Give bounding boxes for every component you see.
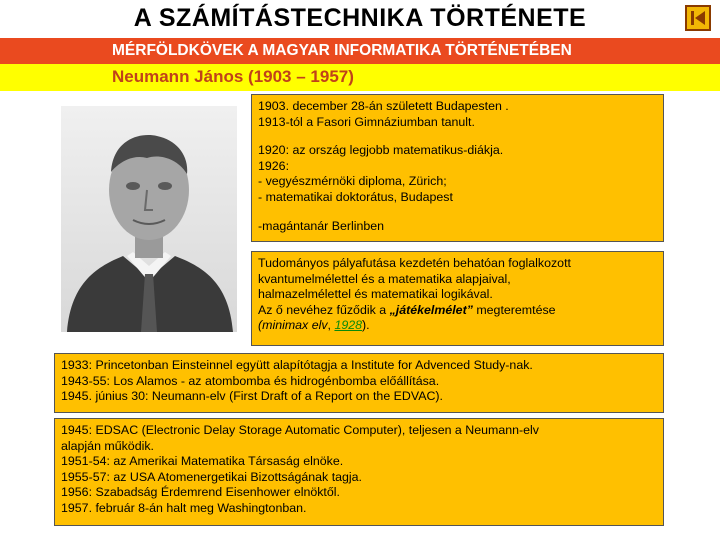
text-line: alapján működik.: [61, 438, 154, 453]
text-line: 1943-55: Los Alamos - az atombomba és hidrogénbomba előállítása.: [61, 373, 440, 388]
text-line: - vegyészmérnöki diploma, Zürich;: [258, 174, 447, 189]
game-theory-term: „játékelmélet”: [389, 302, 473, 317]
text-line: Tudományos pályafutása kezdetén behatóan foglalkozott: [258, 256, 571, 270]
princeton-box: [54, 353, 664, 413]
text-line: 1933: Princetonban Einsteinnel együtt alapítótagja a Institute for Advenced Study-nak.: [61, 358, 533, 372]
first-slide-button[interactable]: [685, 5, 711, 31]
text-line: kvantumelmélettel és a matematika alapjaival,: [258, 271, 511, 286]
text-line: 1945. június 30: Neumann-elv (First Draft of a Report on the EDVAC).: [61, 389, 443, 404]
person-heading: Neumann János (1903 – 1957): [112, 67, 354, 86]
later-life-box: [54, 418, 664, 526]
text-line: 1957. február 8-án halt meg Washingtonban.: [61, 500, 307, 515]
page-title: A SZÁMÍTÁSTECHNIKA TÖRTÉNETE: [133, 4, 587, 32]
subtitle-band: [0, 38, 720, 64]
minimax-term: (minimax elv: [258, 318, 328, 333]
back-to-start-icon: [687, 7, 709, 29]
subtitle: MÉRFÖLDKÖVEK A MAGYAR INFORMATIKA TÖRTÉNETÉBEN: [112, 42, 572, 59]
text-line: 1955-57: az USA Atomenergetikai Bizottságának tagja.: [61, 469, 363, 484]
text-line: 1926:: [258, 158, 290, 173]
portrait-photo: [61, 106, 237, 332]
text-line: 1951-54: az Amerikai Matematika Társaság elnöke.: [61, 454, 344, 469]
text-line: 1903. december 28-án született Budapesten .: [258, 99, 509, 113]
early-life-box: [251, 94, 664, 242]
year-1928-link[interactable]: 1928: [334, 318, 363, 333]
text-line: -magántanár Berlinben: [258, 218, 385, 233]
text-segment: ).: [362, 318, 370, 333]
scientific-career-box: [251, 251, 664, 346]
text-segment: Az ő nevéhez fűződik a: [258, 302, 390, 317]
text-line: 1945: EDSAC (Electronic Delay Storage Automatic Computer), teljesen a Neumann-elv: [61, 423, 539, 437]
text-line: 1920: az ország legjobb matematikus-diákja.: [258, 143, 504, 158]
text-segment: ,: [327, 318, 335, 333]
text-line: [258, 303, 657, 319]
text-line: - matematikai doktorátus, Budapest: [258, 189, 453, 204]
text-line: 1913-tól a Fasori Gimnáziumban tanult.: [258, 114, 475, 129]
text-line: halmazelmélettel és matematikai logikával.: [258, 287, 493, 302]
text-line: 1956: Szabadság Érdemrend Eisenhower elnöktől.: [61, 485, 340, 500]
text-line: [258, 318, 657, 334]
text-segment: megteremtése: [472, 302, 556, 317]
person-band: [0, 64, 720, 91]
